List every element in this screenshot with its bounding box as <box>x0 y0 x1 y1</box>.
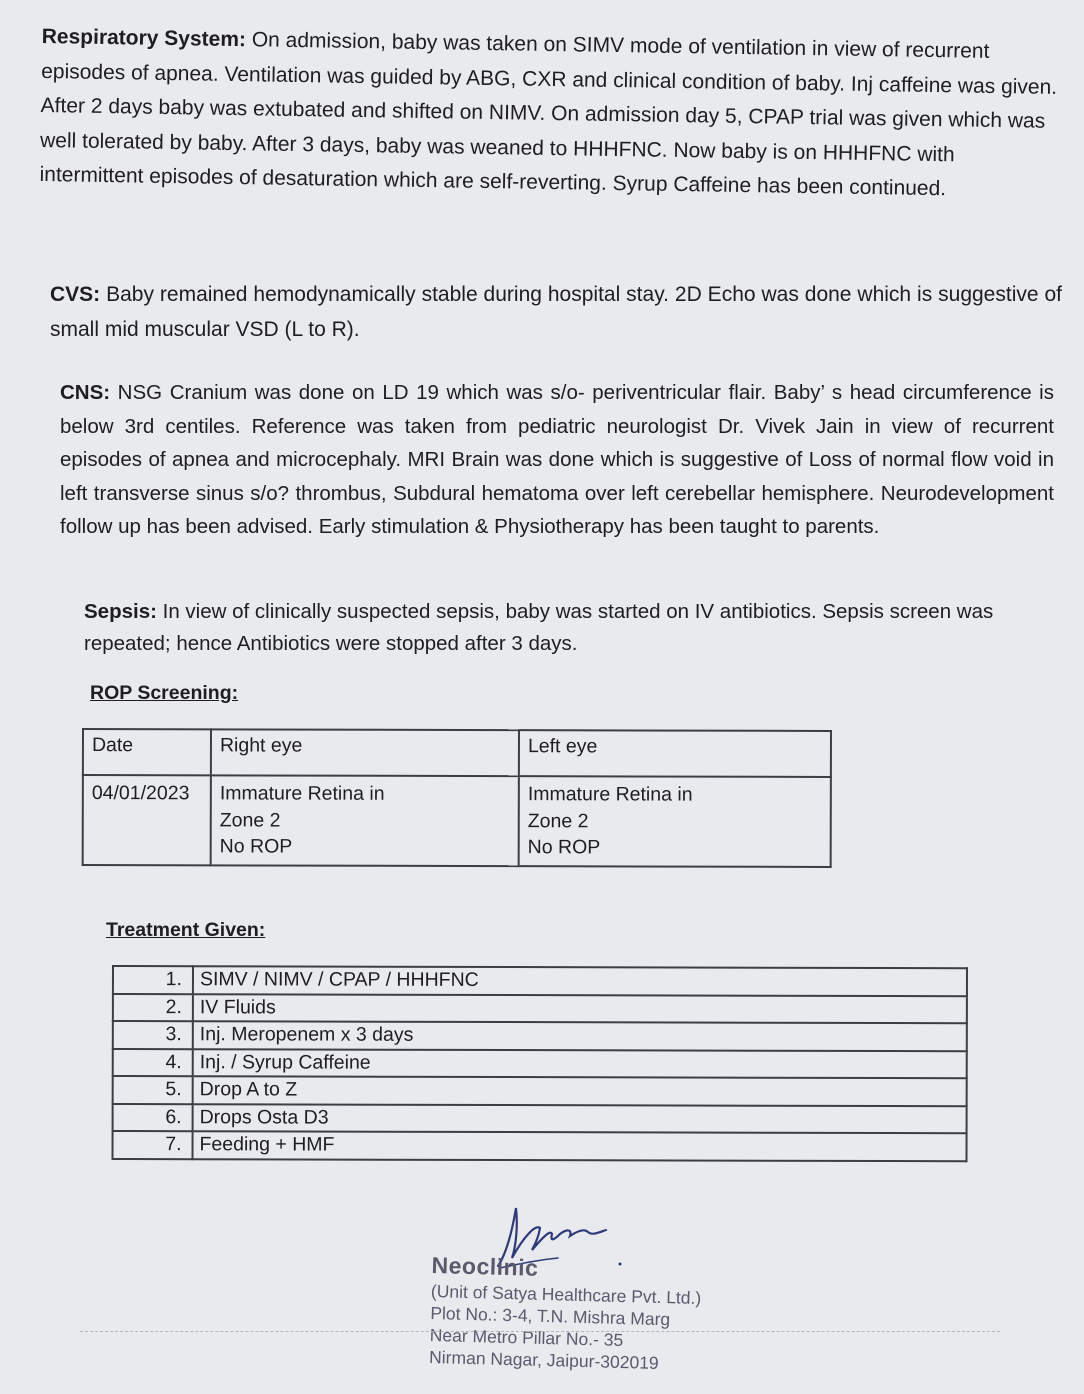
stamp-line: Plot No.: 3-4, T.N. Mishra Marg <box>430 1302 671 1330</box>
cvs-section <box>50 278 1062 347</box>
treatment-text: Inj. / Syrup Caffeine <box>193 1049 967 1079</box>
rop-right-eye <box>211 775 519 865</box>
rop-date: 04/01/2023 <box>83 775 211 865</box>
treatment-row <box>113 966 967 996</box>
rop-table <box>82 728 832 867</box>
respiratory-heading: Respiratory System: <box>41 24 247 52</box>
cns-heading: CNS: <box>60 381 111 404</box>
sepsis-heading: Sepsis: <box>84 600 157 623</box>
treatment-num: 3. <box>113 1021 193 1049</box>
footer-divider <box>80 1331 1000 1332</box>
cvs-heading: CVS: <box>50 283 101 306</box>
treatment-row <box>113 994 967 1024</box>
treatment-text: IV Fluids <box>193 994 967 1024</box>
cns-section <box>60 376 1054 544</box>
stamp-line: (Unit of Satya Healthcare Pvt. Ltd.) <box>430 1280 702 1309</box>
clinic-stamp <box>429 1250 702 1375</box>
rop-left-line: Zone 2 <box>527 809 589 832</box>
rop-left-line: Immature Retina in <box>527 783 693 806</box>
cvs-text: Baby remained hemodynamically stable during hospital stay. 2D Echo was done which is suggestive of small mid muscular VSD (L to R). <box>50 283 1062 341</box>
treatment-num: 1. <box>113 966 193 994</box>
treatment-text: Feeding + HMF <box>192 1131 966 1161</box>
treatment-row <box>112 1131 966 1161</box>
treatment-heading: Treatment Given: <box>106 919 266 941</box>
sepsis-text: In view of clinically suspected sepsis, baby was started on IV antibiotics. Sepsis screen was repeated; hence Antibiotics were stopped after 3 days. <box>84 600 994 655</box>
rop-header-row <box>83 729 831 777</box>
treatment-num: 7. <box>112 1131 192 1159</box>
cns-text: NSG Cranium was done on LD 19 which was s/o- periventricular flair. Baby’ s head circumference is below 3rd centiles. Reference was taken from pediatric neurologist Dr. Vivek Jain in view of recurrent episodes of apnea and microcephaly. MRI Brain was done which is suggestive of Loss of normal flow void in left transverse sinus s/o? thrombus, Subdural hematoma over left cerebellar hemisphere. Neurodevelopment follow up has been advised. Early stimulation & Physiotherapy has been taught to parents. <box>60 381 1054 538</box>
rop-right-line: Immature Retina in <box>219 782 385 805</box>
rop-right-line: Zone 2 <box>219 808 281 832</box>
rop-left-line: No ROP <box>527 836 601 859</box>
rop-col-right-eye: Right eye <box>211 729 519 776</box>
treatment-num: 4. <box>113 1049 193 1077</box>
rop-right-line: No ROP <box>219 835 293 858</box>
treatment-text: Drops Osta D3 <box>193 1104 967 1134</box>
stamp-clinic-name: Neoclinic <box>431 1251 539 1281</box>
stamp-line: Nirman Nagar, Jaipur-302019 <box>428 1346 659 1373</box>
treatment-num: 5. <box>113 1076 193 1104</box>
treatment-table <box>111 965 968 1162</box>
treatment-row <box>113 1104 967 1134</box>
respiratory-text: On admission, baby was taken on SIMV mode of ventilation in view of recurrent episodes of apnea. Ventilation was guided by ABG, CXR and clinical condition of baby. Inj caffeine was given. After 2 days baby was extubated and shifted on NIMV. On admission day 5, CPAP trial was given which was well tolerated by baby. After 3 days, baby was weaned to HHHFNC. Now baby is on HHHFNC with intermittent episodes of desaturation which are self-reverting. Syrup Caffeine has been continued. <box>39 28 1058 201</box>
rop-left-eye <box>519 776 831 866</box>
sepsis-section <box>84 596 1034 659</box>
treatment-num: 6. <box>113 1104 193 1132</box>
stamp-line: Near Metro Pillar No.- 35 <box>429 1324 624 1351</box>
rop-col-date: Date <box>83 729 211 775</box>
rop-col-left-eye: Left eye <box>519 730 831 777</box>
rop-row <box>83 775 831 866</box>
treatment-text: Drop A to Z <box>193 1076 967 1106</box>
rop-heading: ROP Screening: <box>90 682 239 704</box>
respiratory-section <box>39 20 1062 209</box>
treatment-row <box>113 1076 967 1106</box>
treatment-num: 2. <box>113 994 193 1022</box>
treatment-row <box>113 1049 967 1079</box>
treatment-row <box>113 1021 967 1051</box>
treatment-text: Inj. Meropenem x 3 days <box>193 1021 967 1051</box>
treatment-text: SIMV / NIMV / CPAP / HHHFNC <box>193 966 967 996</box>
